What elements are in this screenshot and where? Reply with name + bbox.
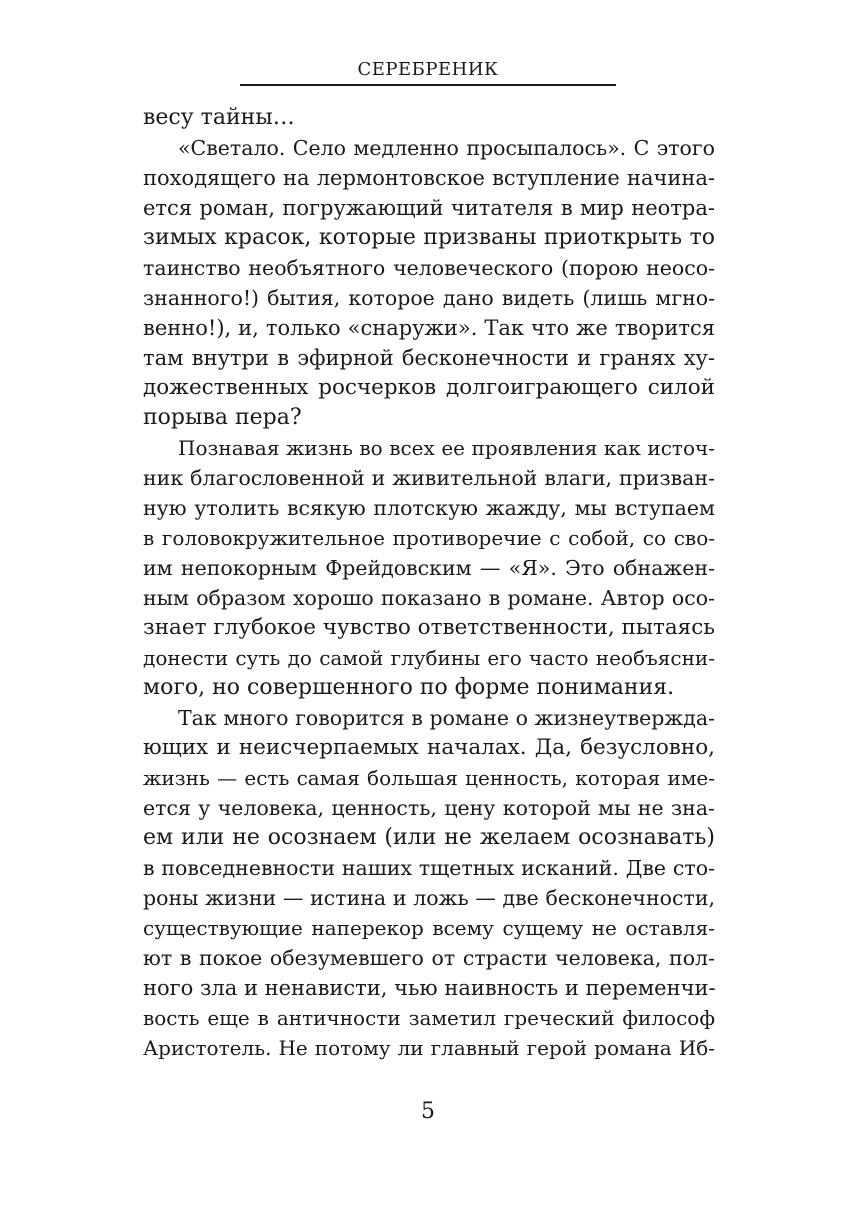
text-line: ным образом хорошо показано в романе. Автор осо- — [143, 586, 715, 610]
page-number: 5 — [421, 1099, 435, 1124]
text-line: существующие наперекор всему сущему не оставля- — [143, 916, 715, 940]
text-line: весу тайны… — [143, 105, 295, 130]
text-line: походящего на лермонтовское вступление начина- — [143, 166, 715, 190]
text-line: порыва пера? — [143, 405, 302, 430]
text-line: Познавая жизнь во всех ее проявления как источ- — [178, 436, 715, 460]
text-line: им непокорным Фрейдовским — «Я». Это обнажен- — [143, 556, 715, 580]
text-line: ную утолить всякую плотскую жажду, мы вступаем — [143, 496, 715, 520]
text-line: венно!), и, только «снаружи». Так что же творится — [143, 316, 715, 340]
text-line: донести суть до самой глубины его часто необъясни- — [143, 646, 715, 670]
text-line: знает глубокое чувство ответственности, пытаясь — [143, 615, 715, 640]
text-line: мого, но совершенного по форме понимания. — [143, 675, 675, 700]
text-line: дожественных росчерков долгоиграющего силой — [143, 375, 715, 400]
text-line: ник благословенной и живительной влаги, призван- — [143, 466, 715, 490]
body-text — [143, 103, 715, 1063]
text-line: в головокружительное противоречие с собой, со сво- — [143, 526, 715, 550]
text-line: ем или не осознаем (или не желаем осознавать) — [143, 825, 715, 850]
text-line: Так много говорится в романе о жизнеутвержда- — [178, 706, 715, 730]
text-line: ют в покое обезумевшего от страсти человека, пол- — [143, 946, 715, 970]
text-line: Аристотель. Не потому ли главный герой романа Иб- — [143, 1036, 715, 1060]
text-line: роны жизни — истина и ложь — две бесконечности, — [143, 886, 715, 910]
text-line: ющих и неисчерпаемых началах. Да, безусловно, — [143, 735, 715, 760]
text-line: знанного!) бытия, которое дано видеть (лишь мгно- — [143, 286, 715, 310]
text-line: ного зла и ненависти, чью наивность и переменчи- — [143, 976, 716, 1000]
text-line: вость еще в античности заметил греческий философ — [143, 1006, 715, 1030]
text-line: ется роман, погружающий читателя в мир неотра- — [143, 196, 715, 220]
text-line: там внутри в эфирной бесконечности и гранях ху- — [143, 346, 715, 370]
text-line: зимых красок, которые призваны приоткрыть то — [143, 225, 715, 250]
text-line: таинство необъятного человеческого (порою неосо- — [143, 256, 715, 280]
text-line: ется у человека, ценность, цену которой мы не зна- — [143, 796, 715, 820]
running-head: СЕРЕБРЕНИК — [240, 58, 616, 86]
text-line: в повседневности наших тщетных исканий. Две сто- — [143, 856, 715, 880]
text-line: «Светало. Село медленно просыпалось». С этого — [178, 136, 715, 160]
text-line: жизнь — есть самая большая ценность, которая име- — [143, 766, 715, 790]
